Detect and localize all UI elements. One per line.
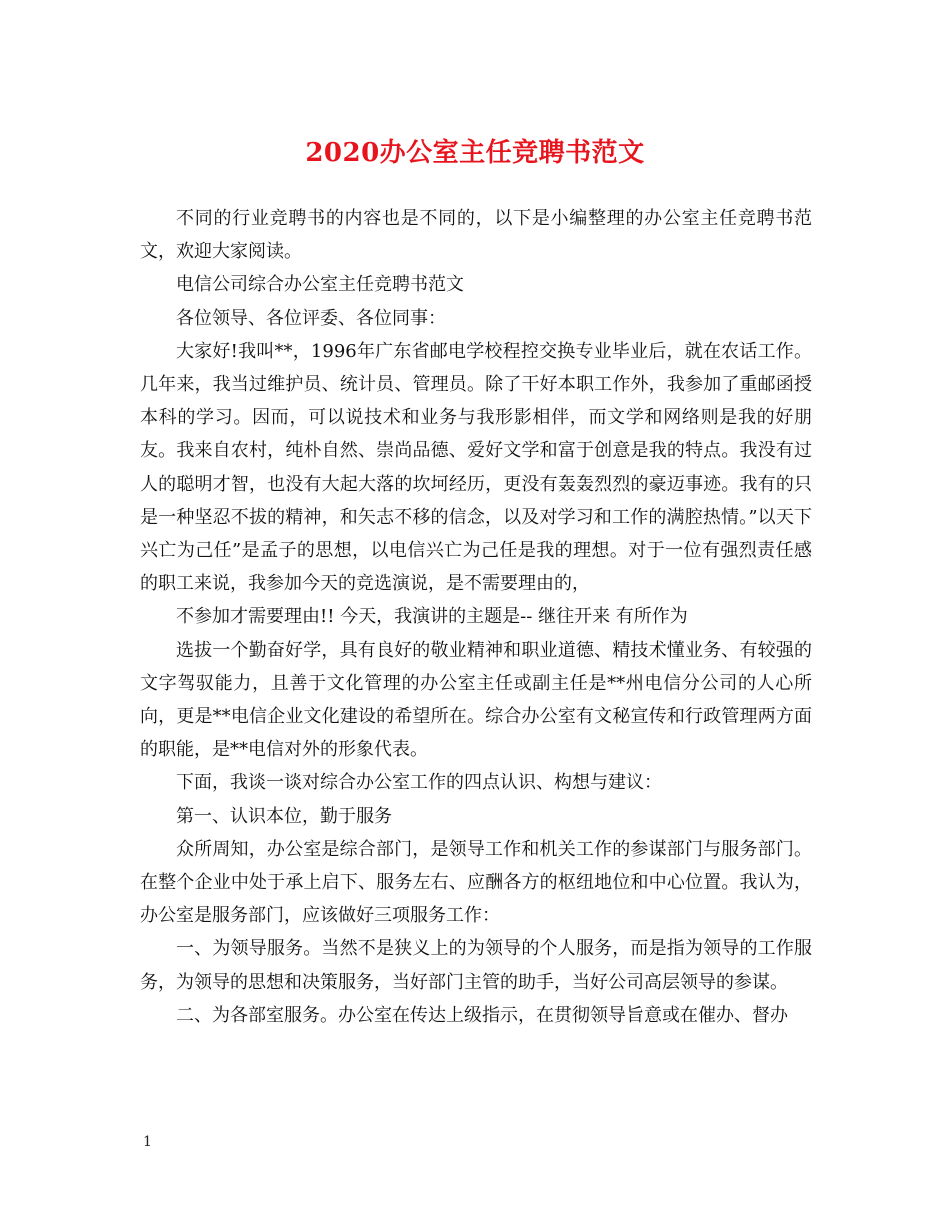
document-body <box>140 202 812 1032</box>
paragraph-serve-departments: 二、为各部室服务。办公室在传达上级指示，在贯彻领导旨意或在催办、督办 <box>176 1004 788 1026</box>
paragraph-salutation: 各位领导、各位评委、各位同事： <box>176 307 446 329</box>
paragraph-theme: 不参加才需要理由!! 今天，我演讲的主题是-- 继往开来 有所作为 <box>176 606 688 628</box>
paragraph-serve-leaders: 一、为领导服务。当然不是狭义上的为领导的个人服务，而是指为领导的工作服务，为领导的思想和决策服务，当好部门主管的助手，当好公司高层领导的参谋。 <box>140 938 812 993</box>
paragraph-section-heading: 第一、认识本位，勤于服务 <box>176 805 392 827</box>
document-title: 2020办公室主任竞聘书范文 <box>305 138 645 168</box>
paragraph-subtitle: 电信公司综合办公室主任竞聘书范文 <box>176 274 464 296</box>
paragraph-selection: 选拔一个勤奋好学，具有良好的敬业精神和职业道德、精技术懂业务、有较强的文字驾驭能力，且善于文化管理的办公室主任或副主任是**州电信分公司的人心所向，更是**电信企业文化建设的希望所在。综合办公室有文秘宣传和行政管理两方面的职能，是**电信对外的形象代表。 <box>140 639 812 761</box>
paragraph-office-role: 众所周知，办公室是综合部门，是领导工作和机关工作的参谋部门与服务部门。在整个企业中处于承上启下、服务左右、应酬各方的枢纽地位和中心位置。我认为，办公室是服务部门，应该做好三项服务工作： <box>140 838 812 927</box>
paragraph-self-introduction: 大家好!我叫**，1996年广东省邮电学校程控交换专业毕业后，就在农话工作。几年来，我当过维护员、统计员、管理员。除了干好本职工作外，我参加了重邮函授本科的学习。因而，可以说技术和业务与我形影相伴，而文学和网络则是我的好朋友。我来自农村，纯朴自然、崇尚品德、爱好文学和富于创意是我的特点。我没有过人的聪明才智，也没有大起大落的坎坷经历，更没有轰轰烈烈的豪迈事迹。我有的只是一种坚忍不拔的精神，和矢志不移的信念，以及对学习和工作的满腔热情。”以天下兴亡为己任”是孟子的思想，以电信兴亡为己任是我的理想。对于一位有强烈责任感的职工来说，我参加今天的竞选演说，是不需要理由的， <box>140 340 812 595</box>
paragraph-outline: 下面，我谈一谈对综合办公室工作的四点认识、构想与建议： <box>176 772 662 794</box>
page-number: 1 <box>143 1134 152 1150</box>
paragraph-intro: 不同的行业竞聘书的内容也是不同的，以下是小编整理的办公室主任竞聘书范文，欢迎大家阅读。 <box>140 208 812 263</box>
